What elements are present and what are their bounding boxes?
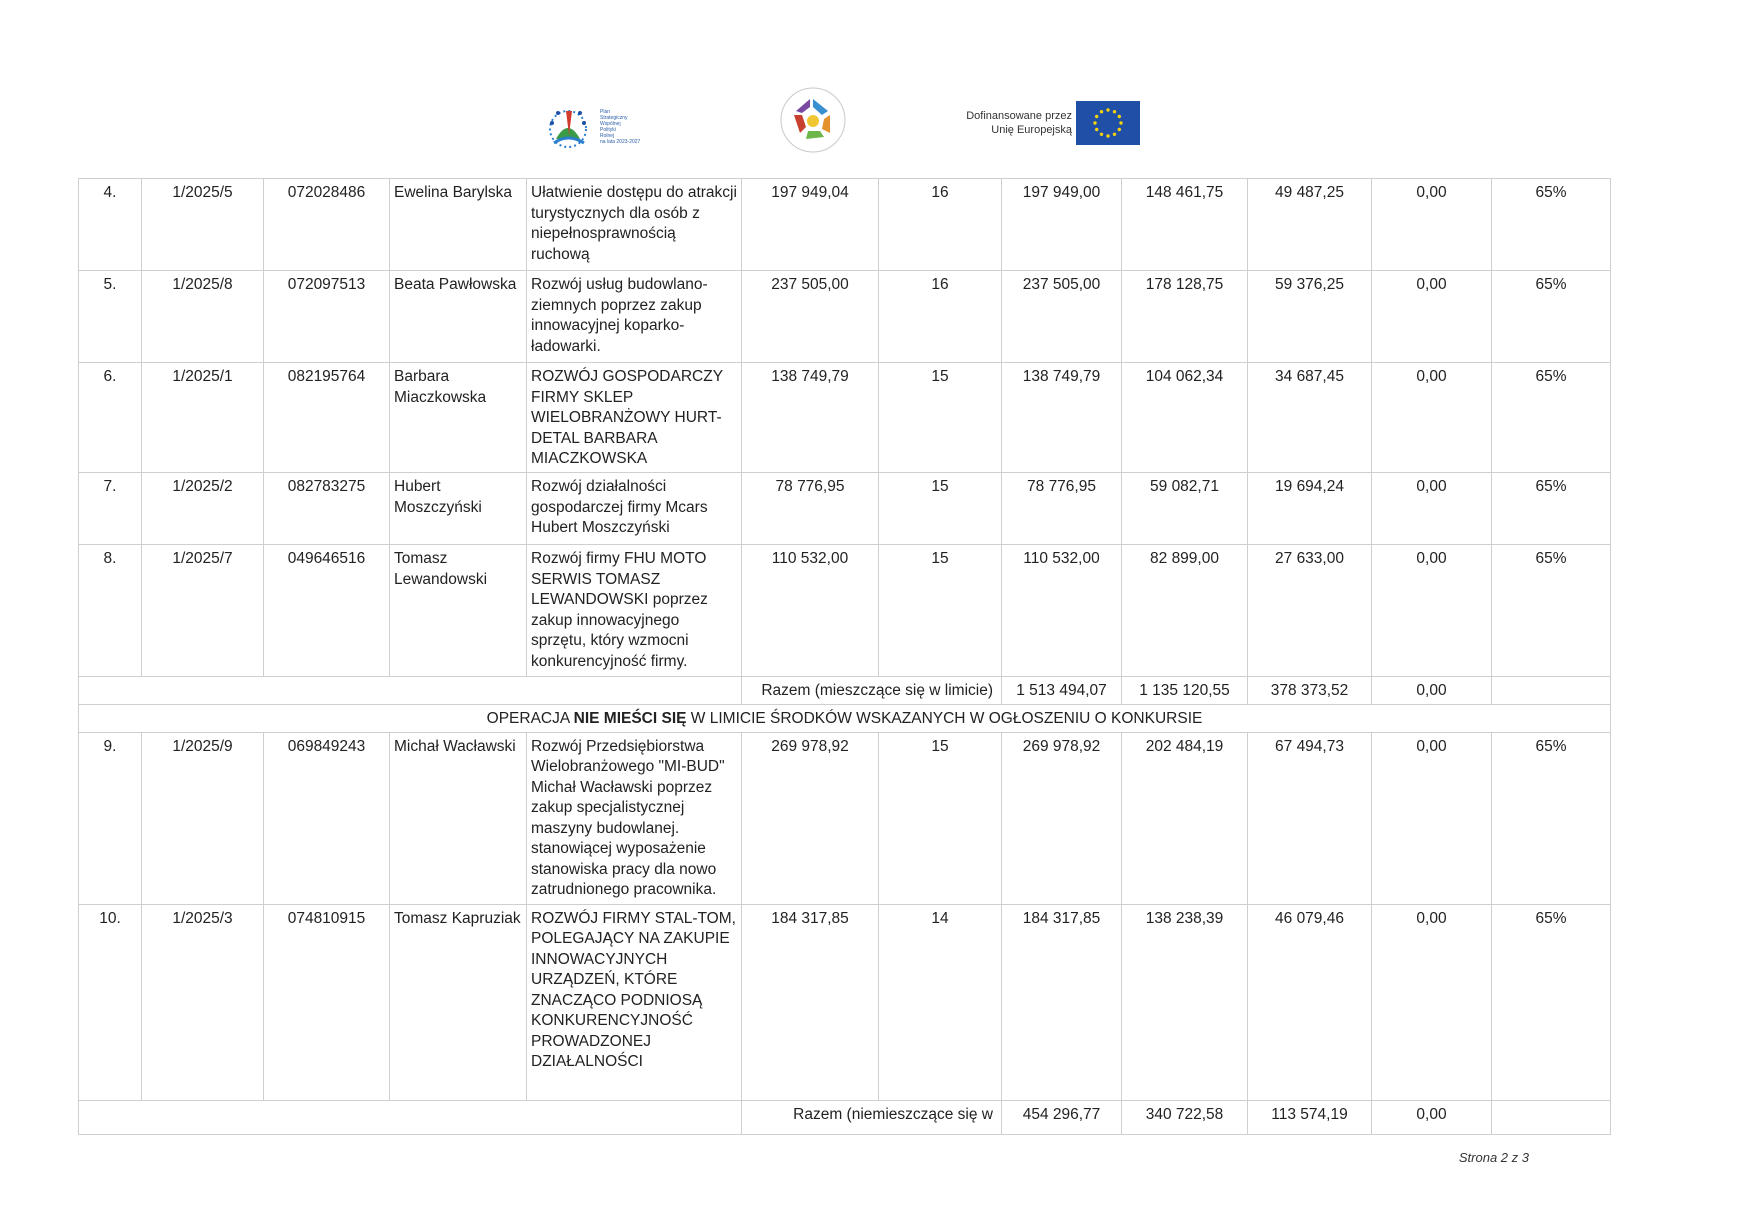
subtotal-spacer — [79, 677, 742, 705]
aid-percentage: 65% — [1492, 179, 1611, 271]
eligible-cost: 269 978,92 — [1002, 732, 1122, 904]
applicant-name: Michał Wacławski — [390, 732, 527, 904]
other-amount: 0,00 — [1372, 732, 1492, 904]
subtotal-other: 0,00 — [1372, 1100, 1492, 1134]
ranking-table — [78, 178, 1611, 1135]
total-cost: 110 532,00 — [742, 545, 879, 677]
points: 14 — [879, 904, 1002, 1100]
row-number: 9. — [79, 732, 142, 904]
own-contribution: 67 494,73 — [1248, 732, 1372, 904]
section-band — [79, 704, 1611, 732]
logo-strip — [540, 95, 1160, 155]
subtotal-spacer — [79, 1100, 742, 1134]
operation-title: ROZWÓJ GOSPODARCZY FIRMY SKLEP WIELOBRANŻOWY HURT-DETAL BARBARA MIACZKOWSKA — [527, 363, 742, 473]
own-contribution: 27 633,00 — [1248, 545, 1372, 677]
subtotal-own: 378 373,52 — [1248, 677, 1372, 705]
operation-title: Rozwój działalności gospodarczej firmy Mcars Hubert Moszczyński — [527, 473, 742, 545]
subtotal-row-within-limit — [79, 677, 1611, 705]
applicant-id: 074810915 — [264, 904, 390, 1100]
applicant-id: 072028486 — [264, 179, 390, 271]
application-number: 1/2025/2 — [142, 473, 264, 545]
applicant-id: 082783275 — [264, 473, 390, 545]
aid-amount: 59 082,71 — [1122, 473, 1248, 545]
eu-caption: Dofinansowane przez Unię Europejską — [966, 110, 1072, 136]
table-row — [79, 363, 1611, 473]
total-cost: 269 978,92 — [742, 732, 879, 904]
section-heading: OPERACJA NIE MIEŚCI SIĘ W LIMICIE ŚRODKÓW WSKAZANYCH W OGŁOSZENIU O KONKURSIE — [79, 704, 1611, 732]
applicant-name: Ewelina Barylska — [390, 179, 527, 271]
applicant-name: Barbara Miaczkowska — [390, 363, 527, 473]
eligible-cost: 138 749,79 — [1002, 363, 1122, 473]
total-cost: 184 317,85 — [742, 904, 879, 1100]
operation-title: Rozwój usług budowlano-ziemnych poprzez zakup innowacyjnej koparko-ładowarki. — [527, 271, 742, 363]
eu-flag-icon — [1076, 101, 1140, 145]
own-contribution: 46 079,46 — [1248, 904, 1372, 1100]
own-contribution: 19 694,24 — [1248, 473, 1372, 545]
applicant-id: 082195764 — [264, 363, 390, 473]
points: 15 — [879, 473, 1002, 545]
eligible-cost: 78 776,95 — [1002, 473, 1122, 545]
total-cost: 197 949,04 — [742, 179, 879, 271]
aid-amount: 148 461,75 — [1122, 179, 1248, 271]
eligible-cost: 184 317,85 — [1002, 904, 1122, 1100]
wpr-logo — [542, 99, 652, 151]
operation-title: ROZWÓJ FIRMY STAL-TOM, POLEGAJĄCY NA ZAKUPIE INNOWACYJNYCH URZĄDZEŃ, KTÓRE ZNACZĄCO PODNIOSĄ KONKURENCYJNOŚĆ PROWADZONEJ DZIAŁALNOŚCI — [527, 904, 742, 1100]
other-amount: 0,00 — [1372, 545, 1492, 677]
other-amount: 0,00 — [1372, 473, 1492, 545]
subtotal-label: Razem (niemieszczące się w — [742, 1100, 1002, 1134]
subtotal-row-outside-limit — [79, 1100, 1611, 1134]
subtotal-eligible: 454 296,77 — [1002, 1100, 1122, 1134]
table-row — [79, 732, 1611, 904]
subtotal-own: 113 574,19 — [1248, 1100, 1372, 1134]
operation-title: Ułatwienie dostępu do atrakcji turystycznych dla osób z niepełnosprawnością ruchową — [527, 179, 742, 271]
aid-amount: 202 484,19 — [1122, 732, 1248, 904]
lgd-centrum-logo-icon — [778, 85, 848, 155]
eligible-cost: 197 949,00 — [1002, 179, 1122, 271]
row-number: 7. — [79, 473, 142, 545]
own-contribution: 34 687,45 — [1248, 363, 1372, 473]
subtotal-aid: 340 722,58 — [1122, 1100, 1248, 1134]
page-number: Strona 2 z 3 — [1458, 1150, 1529, 1165]
table-row — [79, 473, 1611, 545]
row-number: 10. — [79, 904, 142, 1100]
points: 15 — [879, 732, 1002, 904]
eligible-cost: 110 532,00 — [1002, 545, 1122, 677]
operation-title: Rozwój Przedsiębiorstwa Wielobranżowego "MI-BUD" Michał Wacławski poprzez zakup specjalistycznej maszyny budowlanej. stanowiącej wyposażenie stanowiska pracy dla nowo zatrudnionego pracownika. — [527, 732, 742, 904]
other-amount: 0,00 — [1372, 363, 1492, 473]
applicant-name: Beata Pawłowska — [390, 271, 527, 363]
applicant-name: Tomasz Lewandowski — [390, 545, 527, 677]
other-amount: 0,00 — [1372, 904, 1492, 1100]
applicant-id: 069849243 — [264, 732, 390, 904]
other-amount: 0,00 — [1372, 271, 1492, 363]
table-row — [79, 271, 1611, 363]
applicant-id: 049646516 — [264, 545, 390, 677]
application-number: 1/2025/5 — [142, 179, 264, 271]
wpr-emblem-icon — [542, 99, 598, 151]
aid-amount: 104 062,34 — [1122, 363, 1248, 473]
aid-amount: 138 238,39 — [1122, 904, 1248, 1100]
aid-percentage: 65% — [1492, 904, 1611, 1100]
aid-percentage: 65% — [1492, 271, 1611, 363]
eligible-cost: 237 505,00 — [1002, 271, 1122, 363]
subtotal-label: Razem (mieszczące się w limicie) — [742, 677, 1002, 705]
applicant-name: Tomasz Kapruziak — [390, 904, 527, 1100]
total-cost: 237 505,00 — [742, 271, 879, 363]
aid-percentage: 65% — [1492, 473, 1611, 545]
operation-title: Rozwój firmy FHU MOTO SERWIS TOMASZ LEWANDOWSKI poprzez zakup innowacyjnego sprzętu, który wzmocni konkurencyjność firmy. — [527, 545, 742, 677]
aid-amount: 82 899,00 — [1122, 545, 1248, 677]
aid-percentage: 65% — [1492, 363, 1611, 473]
table-row — [79, 545, 1611, 677]
aid-amount: 178 128,75 — [1122, 271, 1248, 363]
subtotal-empty — [1492, 1100, 1611, 1134]
subtotal-other: 0,00 — [1372, 677, 1492, 705]
aid-percentage: 65% — [1492, 732, 1611, 904]
own-contribution: 59 376,25 — [1248, 271, 1372, 363]
subtotal-empty — [1492, 677, 1611, 705]
subtotal-aid: 1 135 120,55 — [1122, 677, 1248, 705]
own-contribution: 49 487,25 — [1248, 179, 1372, 271]
points: 15 — [879, 545, 1002, 677]
application-number: 1/2025/1 — [142, 363, 264, 473]
table-row — [79, 904, 1611, 1100]
applicant-id: 072097513 — [264, 271, 390, 363]
row-number: 8. — [79, 545, 142, 677]
table-row — [79, 179, 1611, 271]
other-amount: 0,00 — [1372, 179, 1492, 271]
points: 16 — [879, 271, 1002, 363]
subtotal-eligible: 1 513 494,07 — [1002, 677, 1122, 705]
aid-percentage: 65% — [1492, 545, 1611, 677]
application-number: 1/2025/9 — [142, 732, 264, 904]
total-cost: 138 749,79 — [742, 363, 879, 473]
points: 16 — [879, 179, 1002, 271]
applicant-name: Hubert Moszczyński — [390, 473, 527, 545]
wpr-logo-text: Plan Strategiczny Wspólnej Polityki Rolnej na lata 2023-2027 — [600, 109, 641, 145]
row-number: 4. — [79, 179, 142, 271]
row-number: 5. — [79, 271, 142, 363]
application-number: 1/2025/8 — [142, 271, 264, 363]
eu-cofinancing-logo — [954, 101, 1154, 147]
points: 15 — [879, 363, 1002, 473]
application-number: 1/2025/3 — [142, 904, 264, 1100]
row-number: 6. — [79, 363, 142, 473]
total-cost: 78 776,95 — [742, 473, 879, 545]
application-number: 1/2025/7 — [142, 545, 264, 677]
